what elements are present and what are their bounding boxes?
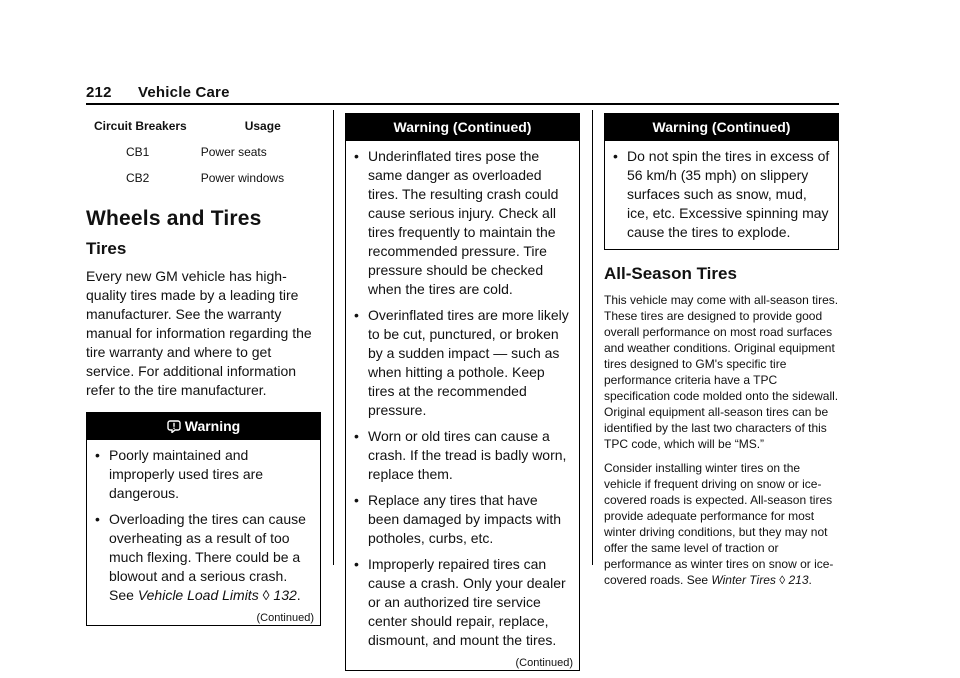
- warning-item: • Overloading the tires can cause overheating as a result of too much flexing. There could be a blowout and a serious crash. See Vehicle Load Limits ◊ 132.: [95, 510, 312, 605]
- continued-label: (Continued): [256, 612, 314, 624]
- warning-title: Warning: [184, 418, 241, 434]
- warning-box: [86, 412, 321, 626]
- warning-box-continued: [345, 113, 580, 671]
- warning-item: • Poorly maintained and improperly used tires are dangerous.: [95, 446, 312, 503]
- reference-arrow-icon: ◊: [779, 573, 786, 587]
- warning-item: • Improperly repaired tires can cause a crash. Only your dealer or an authorized tire service center should repair, replace, dismount, and mount the tires.: [354, 555, 571, 650]
- column-divider: [592, 110, 593, 565]
- warning-header: [87, 413, 320, 440]
- section-title: Vehicle Care: [138, 84, 230, 101]
- warning-item: • Do not spin the tires in excess of 56 km/h (35 mph) on slippery surfaces such as snow, mud, ice, etc. Excessive spinning may cause the tires to explode.: [613, 147, 830, 242]
- column-2: [345, 113, 580, 671]
- reference-arrow-icon: ◊: [262, 587, 270, 603]
- warning-icon: [167, 420, 181, 433]
- section-heading: Wheels and Tires: [86, 207, 262, 230]
- circuit-breaker-table: [94, 117, 295, 193]
- column-divider: [333, 110, 334, 565]
- tires-paragraph: Every new GM vehicle has high-quality tires made by a leading tire manufacturer. See the warranty manual for information regarding the tire warranty and where to get service. For additional information refer to the tire manufacturer.: [86, 268, 312, 398]
- warning-box-continued: [604, 113, 839, 250]
- warning-item: • Overinflated tires are more likely to be cut, punctured, or broken by a sudden impact — such as when hitting a pothole. Keep tires at the recommended pressure.: [354, 306, 571, 420]
- warning-item: • Worn or old tires can cause a crash. If the tread is badly worn, replace them.: [354, 427, 571, 484]
- table-row: [94, 141, 295, 167]
- page-number: 212: [86, 84, 112, 101]
- table-header: Circuit Breakers: [94, 119, 187, 133]
- warning-header: Warning (Continued): [346, 114, 579, 141]
- column-1: [86, 113, 321, 626]
- all-season-paragraph: This vehicle may come with all-season tires. These tires are designed to provide good overall performance on most road surfaces and weather conditions. Original equipment tires designed to GM's specific tire performance criteria have a TPC specification code molded onto the sidewall. Original equipment all-season tires can be identified by the last two characters of this TPC code, which will be “MS.”: [604, 293, 839, 451]
- header-rule: [86, 103, 839, 105]
- table-cell: CB1: [126, 145, 150, 159]
- continued-label: (Continued): [515, 657, 573, 669]
- page-header: [86, 84, 230, 101]
- cross-reference-link[interactable]: Vehicle Load Limits ◊ 132: [137, 587, 297, 603]
- table-row: [94, 167, 295, 193]
- winter-paragraph: Consider installing winter tires on the vehicle if frequent driving on snow or ice-covered roads is expected. All-season tires provide adequate performance for most winter driving conditions, but they may not offer the same level of traction or performance as winter tires on snow or ice-covered roads. See Winter Tires ◊ 213.: [604, 461, 834, 587]
- cross-reference-link[interactable]: Winter Tires ◊ 213: [711, 573, 809, 587]
- table-cell: CB2: [126, 171, 150, 185]
- table-cell: Power seats: [200, 145, 267, 159]
- warning-item: • Underinflated tires pose the same danger as overloaded tires. The resulting crash could cause serious injury. Check all tires frequently to maintain the recommended pressure. Tire pressure should be checked when the tires are cold.: [354, 147, 571, 299]
- subsection-heading: All-Season Tires: [604, 264, 737, 283]
- warning-header: Warning (Continued): [605, 114, 838, 141]
- column-3: [604, 113, 839, 596]
- table-header: Usage: [244, 119, 281, 133]
- table-cell: Power windows: [200, 171, 285, 185]
- subsection-heading: Tires: [86, 239, 127, 258]
- warning-item: • Replace any tires that have been damaged by impacts with potholes, curbs, etc.: [354, 491, 571, 548]
